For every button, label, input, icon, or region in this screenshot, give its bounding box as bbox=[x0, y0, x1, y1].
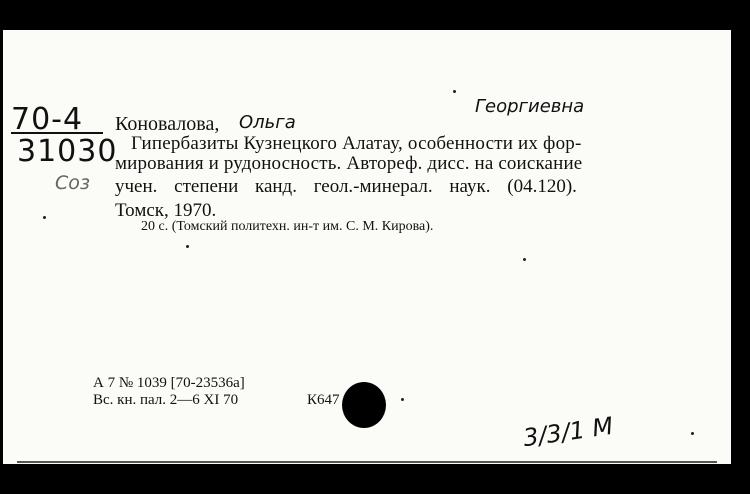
classification-code: К647 bbox=[307, 392, 340, 408]
dust-speck bbox=[453, 90, 456, 93]
card-bottom-edge bbox=[17, 461, 717, 463]
call-number-bottom: 31030 bbox=[17, 134, 118, 169]
patronymic-handwritten: Георгиевна bbox=[475, 96, 585, 117]
catalog-card bbox=[3, 30, 731, 464]
handwritten-signature: 3/3/1 М bbox=[521, 411, 615, 453]
dust-speck bbox=[43, 216, 46, 219]
dust-speck bbox=[401, 398, 404, 401]
dust-speck bbox=[691, 432, 694, 435]
author-name-handwritten: Ольга bbox=[239, 112, 296, 133]
ink-blot bbox=[342, 382, 386, 428]
chamber-line: Вс. кн. пал. 2—6 XI 70 bbox=[93, 392, 239, 408]
title-line-1: Гипербазиты Кузнецкого Алатау, особенности их фор- bbox=[131, 133, 582, 154]
title-line-4: Томск, 1970. bbox=[115, 200, 217, 221]
dust-speck bbox=[186, 245, 189, 248]
title-line-3: учен. степени канд. геол.-минерал. наук. (04.120). bbox=[115, 176, 577, 197]
call-number-note: Соз bbox=[55, 172, 90, 194]
dust-speck bbox=[523, 258, 526, 261]
registry-line: А 7 № 1039 [70-23536а] bbox=[93, 375, 245, 391]
author-surname: Коновалова, bbox=[115, 113, 220, 135]
title-line-2: мирования и рудоносность. Автореф. дисс. на соискание bbox=[115, 153, 583, 174]
call-number-top: 70-4 bbox=[11, 102, 84, 137]
pages-line: 20 с. (Томский политехн. ин-т им. С. М. Кирова). bbox=[141, 219, 434, 234]
